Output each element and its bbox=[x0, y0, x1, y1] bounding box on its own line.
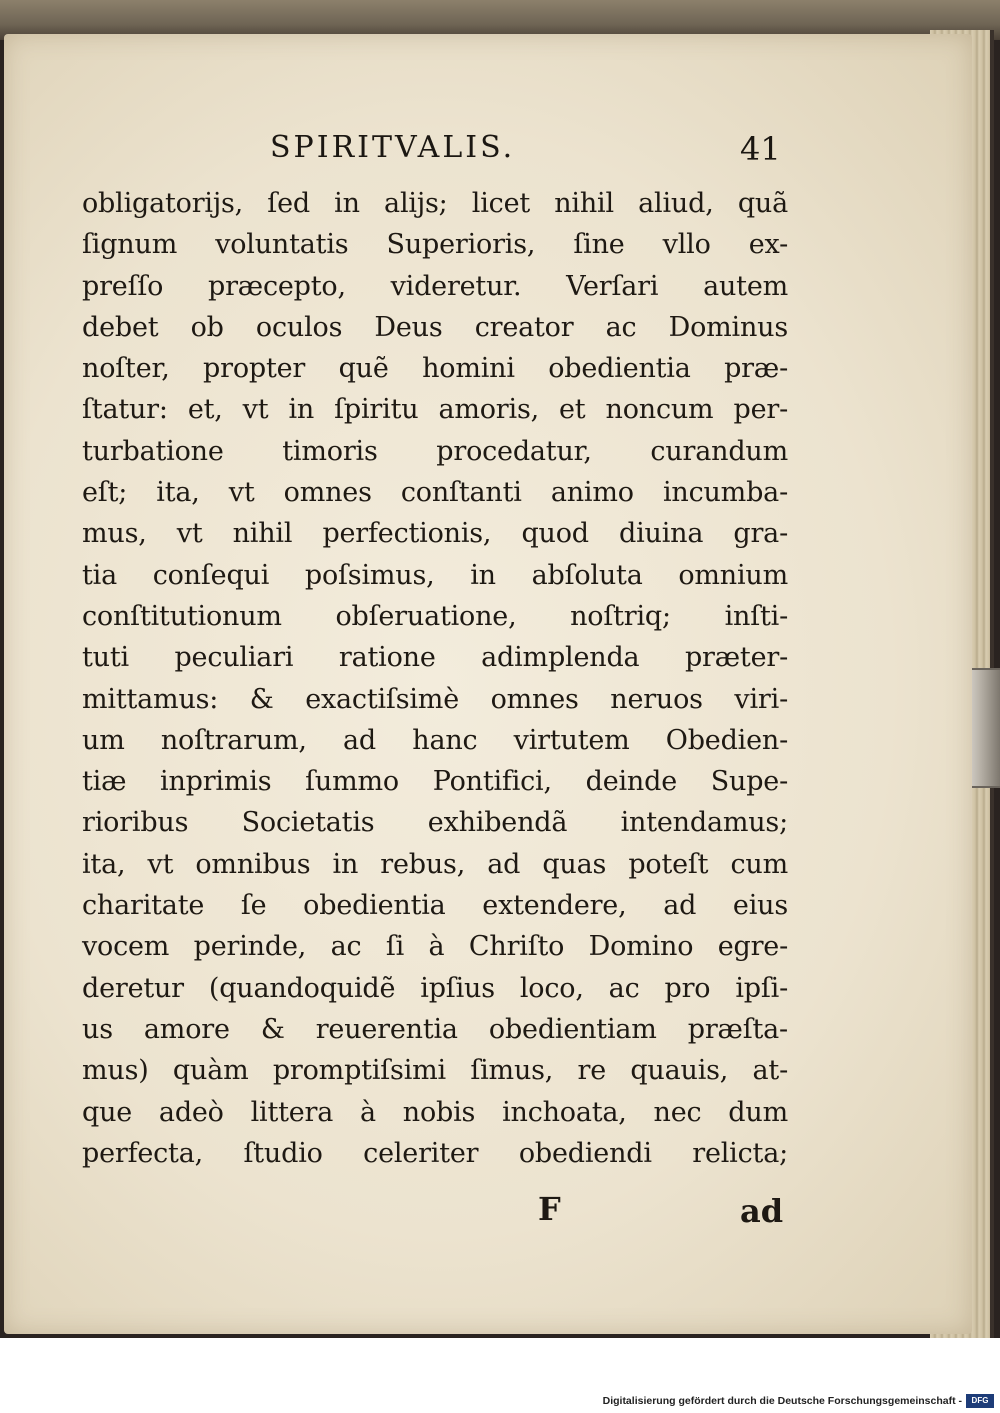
text-line: tuti peculiari ratione adimplenda præter- bbox=[82, 642, 788, 674]
text-line: vocem perinde, ac ſi à Chriſto Domino egre- bbox=[82, 931, 788, 963]
text-line: mus) quàm promptiſsimi ſimus, re quauis, at- bbox=[82, 1055, 788, 1087]
body-text bbox=[82, 183, 788, 1174]
page-number: 41 bbox=[740, 130, 781, 168]
funding-credit: Digitalisierung gefördert durch die Deutsche Forschungsgemeinschaft - bbox=[602, 1395, 962, 1407]
text-line: us amore & reuerentia obedientiam præſta- bbox=[82, 1013, 788, 1045]
text-line: tiæ inprimis ſummo Pontifici, deinde Supe- bbox=[82, 766, 788, 798]
text-line: obligatorijs, ſed in alijs; licet nihil aliud, quã bbox=[82, 188, 788, 219]
text-line: eſt; ita, vt omnes conſtanti animo incumba- bbox=[82, 477, 788, 509]
text-line: perfecta, ſtudio celeriter obediendi relicta; bbox=[82, 1137, 788, 1169]
catchword: ad bbox=[740, 1192, 784, 1230]
text-line: rioribus Societatis exhibendã intendamus; bbox=[82, 807, 788, 839]
text-line: um noſtrarum, ad hanc virtutem Obedien- bbox=[82, 724, 788, 756]
text-line: preſſo præcepto, videretur. Verſari autem bbox=[82, 270, 788, 302]
text-line: conſtitutionum obſeruatione, noſtriq; inſti- bbox=[82, 600, 788, 632]
text-line: ſignum voluntatis Superioris, ſine vllo ex- bbox=[82, 229, 788, 261]
text-line: charitate ſe obedientia extendere, ad eius bbox=[82, 890, 788, 922]
text-line: ita, vt omnibus in rebus, ad quas poteſt cum bbox=[82, 848, 788, 880]
footer-bar bbox=[0, 1338, 1000, 1413]
signature-mark: F bbox=[538, 1190, 561, 1228]
running-header bbox=[270, 130, 790, 170]
text-line: mittamus: & exactiſsimè omnes neruos viri- bbox=[82, 683, 788, 715]
text-line: deretur (quandoquidẽ ipſius loco, ac pro ipſi- bbox=[82, 972, 788, 1004]
text-line: noſter, propter quẽ homini obedientia præ- bbox=[82, 353, 788, 385]
running-title: SPIRITVALIS. bbox=[270, 130, 516, 165]
text-line: debet ob oculos Deus creator ac Dominus bbox=[82, 311, 788, 343]
text-line: ſtatur: et, vt in ſpiritu amoris, et noncum per- bbox=[82, 394, 788, 426]
text-line: tia conſequi poſsimus, in abſoluta omnium bbox=[82, 559, 788, 591]
dfg-logo-icon: DFG bbox=[966, 1394, 994, 1408]
text-line: turbatione timoris procedatur, curandum bbox=[82, 435, 788, 467]
text-line: que adeò littera à nobis inchoata, nec dum bbox=[82, 1096, 788, 1128]
text-line: mus, vt nihil perfectionis, quod diuina gra- bbox=[82, 518, 788, 550]
